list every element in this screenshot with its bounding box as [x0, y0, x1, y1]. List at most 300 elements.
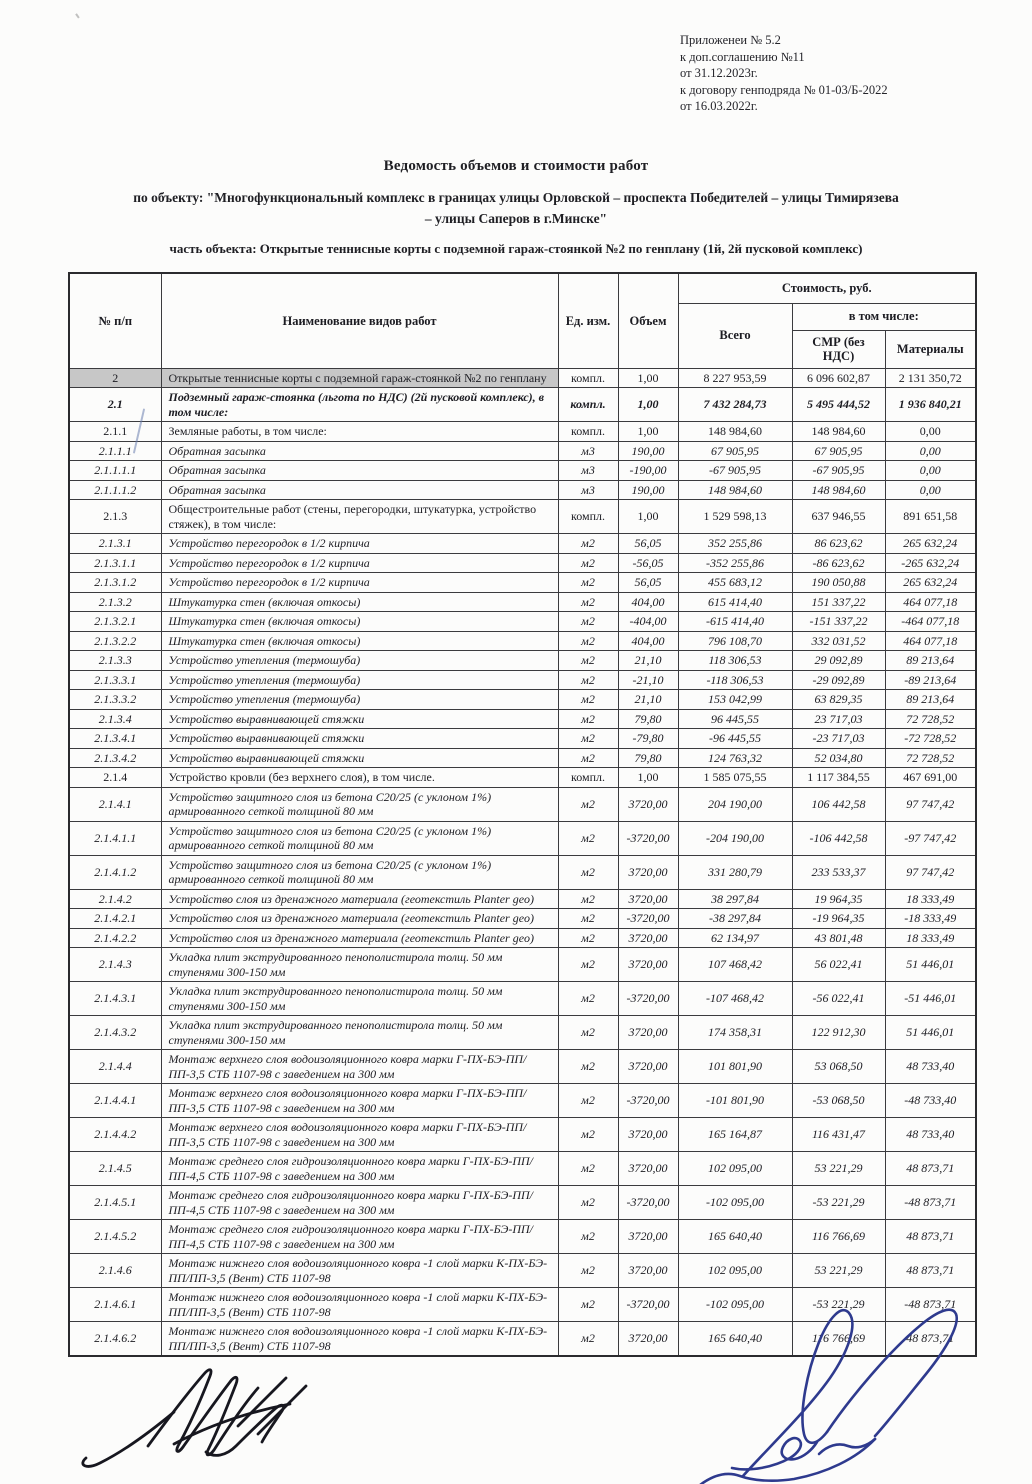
cell-name: Устройство защитного слоя из бетона С20/25 (с уклоном 1%) армированного сеткой толщиной 80 мм — [161, 787, 558, 821]
cell-smr: 53 068,50 — [792, 1050, 885, 1084]
cell-volume: -3720,00 — [618, 1288, 678, 1322]
cell-name: Штукатурка стен (включая откосы) — [161, 592, 558, 612]
table-row — [69, 480, 976, 500]
annex-line: от 31.12.2023г. — [680, 66, 758, 81]
cell-smr: 151 337,22 — [792, 592, 885, 612]
cell-materials: -48 733,40 — [885, 1084, 976, 1118]
table-row — [69, 670, 976, 690]
cell-smr: -86 623,62 — [792, 553, 885, 573]
cell-name: Обратная засыпка — [161, 461, 558, 481]
cell-unit: м2 — [558, 748, 618, 768]
cell-smr: 233 533,37 — [792, 855, 885, 889]
cell-materials: 0,00 — [885, 461, 976, 481]
cell-materials: 48 873,71 — [885, 1322, 976, 1357]
cell-num: 2.1.3.4 — [69, 709, 161, 729]
cell-smr: 5 495 444,52 — [792, 388, 885, 422]
cell-name: Земляные работы, в том числе: — [161, 422, 558, 442]
cell-num: 2.1.4.5 — [69, 1152, 161, 1186]
header-materials: Материалы — [885, 330, 976, 368]
cell-num: 2.1 — [69, 388, 161, 422]
cell-num: 2.1.4.4.2 — [69, 1118, 161, 1152]
cell-materials: -51 446,01 — [885, 982, 976, 1016]
cell-name: Устройство защитного слоя из бетона С20/25 (с уклоном 1%) армированного сеткой толщиной 80 мм — [161, 855, 558, 889]
cell-volume: 404,00 — [618, 592, 678, 612]
cell-name: Устройство утепления (термошуба) — [161, 670, 558, 690]
table-row — [69, 909, 976, 929]
cell-smr: 43 801,48 — [792, 928, 885, 948]
header-smr: СМР (без НДС) — [792, 330, 885, 368]
cell-num: 2.1.3.2.1 — [69, 612, 161, 632]
cell-volume: 190,00 — [618, 441, 678, 461]
table-row — [69, 1152, 976, 1186]
cell-num: 2.1.3.3.2 — [69, 690, 161, 710]
cell-smr: -29 092,89 — [792, 670, 885, 690]
cell-total: 174 358,31 — [678, 1016, 792, 1050]
table-row — [69, 500, 976, 534]
cell-total: -96 445,55 — [678, 729, 792, 749]
cell-unit: м2 — [558, 928, 618, 948]
cell-materials: 0,00 — [885, 441, 976, 461]
cell-materials: 18 333,49 — [885, 928, 976, 948]
cell-smr: 106 442,58 — [792, 787, 885, 821]
cell-name: Монтаж нижнего слоя водоизоляционного ковра -1 слой марки К-ПХ-БЭ-ПП/ПП-3,5 (Вент) СТБ 1107-98 — [161, 1254, 558, 1288]
table-row — [69, 1016, 976, 1050]
cell-smr: 637 946,55 — [792, 500, 885, 534]
cell-name: Монтаж среднего слоя гидроизоляционного ковра марки Г-ПХ-БЭ-ПП/ПП-4,5 СТБ 1107-98 с заведением на 300 мм — [161, 1220, 558, 1254]
cell-name: Обратная засыпка — [161, 441, 558, 461]
cell-smr: 52 034,80 — [792, 748, 885, 768]
cell-unit: м2 — [558, 948, 618, 982]
cell-smr: -19 964,35 — [792, 909, 885, 929]
cell-unit: компл. — [558, 500, 618, 534]
cell-total: 38 297,84 — [678, 889, 792, 909]
cell-smr: -23 717,03 — [792, 729, 885, 749]
cell-materials: 97 747,42 — [885, 787, 976, 821]
table-row — [69, 748, 976, 768]
cell-name: Устройство утепления (термошуба) — [161, 690, 558, 710]
cell-num: 2.1.4.4 — [69, 1050, 161, 1084]
cell-smr: 86 623,62 — [792, 534, 885, 554]
work-table-body — [69, 368, 976, 1356]
table-row — [69, 612, 976, 632]
table-row — [69, 709, 976, 729]
cell-volume: 56,05 — [618, 573, 678, 593]
cell-unit: м2 — [558, 690, 618, 710]
cell-volume: 3720,00 — [618, 1322, 678, 1357]
cell-total: 352 255,86 — [678, 534, 792, 554]
cell-materials: 2 131 350,72 — [885, 368, 976, 388]
cell-total: 165 640,40 — [678, 1220, 792, 1254]
cell-name: Укладка плит экструдированного пенополистирола толщ. 50 мм ступенями 300-150 мм — [161, 1016, 558, 1050]
document-title: Ведомость объемов и стоимости работ — [383, 158, 649, 174]
cell-smr: 53 221,29 — [792, 1152, 885, 1186]
table-row — [69, 1118, 976, 1152]
cell-name: Укладка плит экструдированного пенополистирола толщ. 50 мм ступенями 300-150 мм — [161, 948, 558, 982]
annex-line: к договору генподряда № 01-03/Б-2022 — [680, 82, 888, 97]
cell-smr: 53 221,29 — [792, 1254, 885, 1288]
table-row — [69, 1186, 976, 1220]
cell-unit: м2 — [558, 855, 618, 889]
cell-total: 124 763,32 — [678, 748, 792, 768]
cell-num: 2.1.4.5.1 — [69, 1186, 161, 1220]
cell-num: 2.1.4.1 — [69, 787, 161, 821]
cell-volume: 404,00 — [618, 631, 678, 651]
cell-total: 165 164,87 — [678, 1118, 792, 1152]
cell-total: 101 801,90 — [678, 1050, 792, 1084]
cell-name: Устройство защитного слоя из бетона С20/25 (с уклоном 1%) армированного сеткой толщиной 80 мм — [161, 821, 558, 855]
cell-unit: м2 — [558, 1220, 618, 1254]
table-row — [69, 690, 976, 710]
cell-total: 1 529 598,13 — [678, 500, 792, 534]
cell-num: 2.1.1.1 — [69, 441, 161, 461]
cell-materials: 265 632,24 — [885, 534, 976, 554]
annex-line: от 16.03.2022г. — [680, 99, 758, 114]
cell-unit: м2 — [558, 592, 618, 612]
cell-volume: 79,80 — [618, 709, 678, 729]
cell-total: 615 414,40 — [678, 592, 792, 612]
table-row — [69, 592, 976, 612]
cell-volume: 21,10 — [618, 690, 678, 710]
cell-name: Устройство перегородок в 1/2 кирпича — [161, 573, 558, 593]
cell-materials: 265 632,24 — [885, 573, 976, 593]
cell-unit: м3 — [558, 480, 618, 500]
cell-name: Штукатурка стен (включая откосы) — [161, 631, 558, 651]
cell-total: 62 134,97 — [678, 928, 792, 948]
annex-block — [680, 32, 888, 115]
cell-total: 796 108,70 — [678, 631, 792, 651]
cell-num: 2.1.3.1.2 — [69, 573, 161, 593]
cell-name: Устройство выравнивающей стяжки — [161, 748, 558, 768]
cell-materials: 72 728,52 — [885, 748, 976, 768]
cell-num: 2.1.3.3.1 — [69, 670, 161, 690]
cell-volume: -3720,00 — [618, 821, 678, 855]
cell-materials: -18 333,49 — [885, 909, 976, 929]
table-row — [69, 855, 976, 889]
cell-unit: м2 — [558, 709, 618, 729]
cell-volume: 1,00 — [618, 768, 678, 788]
cell-total: -102 095,00 — [678, 1288, 792, 1322]
table-row — [69, 787, 976, 821]
cell-volume: 1,00 — [618, 422, 678, 442]
cell-name: Монтаж среднего слоя гидроизоляционного ковра марки Г-ПХ-БЭ-ПП/ПП-4,5 СТБ 1107-98 с заведением на 300 мм — [161, 1186, 558, 1220]
cell-volume: 3720,00 — [618, 1118, 678, 1152]
cell-smr: 148 984,60 — [792, 480, 885, 500]
object-description-line1: по объекту: "Многофункциональный комплекс в границах улицы Орловской – проспекта Победителей – улицы Тимирязева — [133, 190, 899, 205]
cell-total: 67 905,95 — [678, 441, 792, 461]
table-row — [69, 651, 976, 671]
cell-volume: 190,00 — [618, 480, 678, 500]
cell-name: Обратная засыпка — [161, 480, 558, 500]
cell-unit: м2 — [558, 729, 618, 749]
cell-volume: 3720,00 — [618, 787, 678, 821]
cell-num: 2.1.1.1.1 — [69, 461, 161, 481]
cell-materials: 72 728,52 — [885, 709, 976, 729]
cell-unit: м2 — [558, 1288, 618, 1322]
cell-materials: 97 747,42 — [885, 855, 976, 889]
cell-num: 2.1.4.4.1 — [69, 1084, 161, 1118]
cell-name: Открытые теннисные корты с подземной гараж-стоянкой №2 по генплану — [161, 368, 558, 388]
cell-total: -38 297,84 — [678, 909, 792, 929]
cell-total: -67 905,95 — [678, 461, 792, 481]
cell-volume: 3720,00 — [618, 948, 678, 982]
cell-total: 8 227 953,59 — [678, 368, 792, 388]
cell-materials: 48 873,71 — [885, 1254, 976, 1288]
cell-total: -118 306,53 — [678, 670, 792, 690]
cell-volume: 56,05 — [618, 534, 678, 554]
cell-smr: 6 096 602,87 — [792, 368, 885, 388]
cell-materials: 467 691,00 — [885, 768, 976, 788]
cell-unit: м2 — [558, 534, 618, 554]
cell-smr: -106 442,58 — [792, 821, 885, 855]
cell-volume: -3720,00 — [618, 909, 678, 929]
cell-smr: 116 766,69 — [792, 1322, 885, 1357]
cell-volume: 79,80 — [618, 748, 678, 768]
cell-volume: 3720,00 — [618, 1152, 678, 1186]
cell-total: 331 280,79 — [678, 855, 792, 889]
cell-num: 2.1.4.2.2 — [69, 928, 161, 948]
cell-volume: 3720,00 — [618, 1050, 678, 1084]
cell-unit: м2 — [558, 631, 618, 651]
cell-smr: 63 829,35 — [792, 690, 885, 710]
header-name: Наименование видов работ — [161, 273, 558, 368]
table-row — [69, 573, 976, 593]
cell-unit: м2 — [558, 1050, 618, 1084]
table-row — [69, 368, 976, 388]
cell-name: Устройство выравнивающей стяжки — [161, 729, 558, 749]
cell-total: -101 801,90 — [678, 1084, 792, 1118]
cell-smr: -56 022,41 — [792, 982, 885, 1016]
cell-materials: 89 213,64 — [885, 651, 976, 671]
cell-volume: 1,00 — [618, 368, 678, 388]
cell-num: 2.1.4.2.1 — [69, 909, 161, 929]
header-including: в том числе: — [792, 303, 976, 330]
cell-num: 2.1.4.3.1 — [69, 982, 161, 1016]
cell-name: Монтаж нижнего слоя водоизоляционного ковра -1 слой марки К-ПХ-БЭ-ПП/ПП-3,5 (Вент) СТБ 1107-98 — [161, 1288, 558, 1322]
cell-unit: м2 — [558, 1084, 618, 1118]
cell-smr: -53 068,50 — [792, 1084, 885, 1118]
cell-materials: -48 873,71 — [885, 1288, 976, 1322]
cell-total: -615 414,40 — [678, 612, 792, 632]
cell-materials: 48 873,71 — [885, 1152, 976, 1186]
cell-num: 2.1.3 — [69, 500, 161, 534]
cell-smr: 67 905,95 — [792, 441, 885, 461]
cell-materials: 1 936 840,21 — [885, 388, 976, 422]
cell-num: 2.1.4.6 — [69, 1254, 161, 1288]
cell-materials: 51 446,01 — [885, 1016, 976, 1050]
cell-unit: м2 — [558, 1118, 618, 1152]
cell-volume: -190,00 — [618, 461, 678, 481]
cell-name: Монтаж верхнего слоя водоизоляционного ковра марки Г-ПХ-БЭ-ПП/ПП-3,5 СТБ 1107-98 с заведением на 300 мм — [161, 1050, 558, 1084]
cell-volume: 3720,00 — [618, 928, 678, 948]
cell-volume: 3720,00 — [618, 855, 678, 889]
cell-num: 2.1.1.1.2 — [69, 480, 161, 500]
cell-name: Устройство слоя из дренажного материала (геотекстиль Planter geo) — [161, 928, 558, 948]
cell-materials: -48 873,71 — [885, 1186, 976, 1220]
cell-materials: -97 747,42 — [885, 821, 976, 855]
cell-volume: 1,00 — [618, 388, 678, 422]
annex-line: к доп.соглашению №11 — [680, 49, 805, 64]
cell-unit: м2 — [558, 1016, 618, 1050]
cell-materials: 464 077,18 — [885, 631, 976, 651]
cell-total: 118 306,53 — [678, 651, 792, 671]
table-row — [69, 948, 976, 982]
cell-materials: 0,00 — [885, 480, 976, 500]
table-row — [69, 553, 976, 573]
cell-name: Укладка плит экструдированного пенополистирола толщ. 50 мм ступенями 300-150 мм — [161, 982, 558, 1016]
cell-volume: -3720,00 — [618, 1084, 678, 1118]
cell-volume: 1,00 — [618, 500, 678, 534]
header-volume: Объем — [618, 273, 678, 368]
cell-smr: 29 092,89 — [792, 651, 885, 671]
cell-name: Устройство перегородок в 1/2 кирпича — [161, 553, 558, 573]
cell-total: 102 095,00 — [678, 1152, 792, 1186]
table-row — [69, 534, 976, 554]
cell-total: 455 683,12 — [678, 573, 792, 593]
cell-name: Устройство перегородок в 1/2 кирпича — [161, 534, 558, 554]
cell-unit: компл. — [558, 368, 618, 388]
table-row — [69, 422, 976, 442]
cell-materials: 18 333,49 — [885, 889, 976, 909]
cell-smr: -67 905,95 — [792, 461, 885, 481]
cell-total: 1 585 075,55 — [678, 768, 792, 788]
cell-materials: 891 651,58 — [885, 500, 976, 534]
cell-num: 2.1.4.6.1 — [69, 1288, 161, 1322]
cell-volume: -79,80 — [618, 729, 678, 749]
cell-unit: м2 — [558, 1322, 618, 1357]
cell-total: 148 984,60 — [678, 480, 792, 500]
table-row — [69, 1050, 976, 1084]
cell-unit: м3 — [558, 461, 618, 481]
cell-total: 204 190,00 — [678, 787, 792, 821]
cell-volume: 3720,00 — [618, 889, 678, 909]
header-total: Всего — [678, 303, 792, 368]
cell-volume: -21,10 — [618, 670, 678, 690]
cell-total: 96 445,55 — [678, 709, 792, 729]
cell-unit: м2 — [558, 889, 618, 909]
table-row — [69, 1084, 976, 1118]
header-cost: Стоимость, руб. — [678, 273, 976, 303]
cell-volume: 3720,00 — [618, 1016, 678, 1050]
cell-smr: 116 431,47 — [792, 1118, 885, 1152]
cell-unit: м3 — [558, 441, 618, 461]
cell-volume: 3720,00 — [618, 1254, 678, 1288]
cell-materials: 48 733,40 — [885, 1050, 976, 1084]
cell-num: 2.1.4.6.2 — [69, 1322, 161, 1357]
cell-name: Устройство слоя из дренажного материала (геотекстиль Planter geo) — [161, 889, 558, 909]
cell-smr: 190 050,88 — [792, 573, 885, 593]
cell-smr: 116 766,69 — [792, 1220, 885, 1254]
annex-line: Приложенеи № 5.2 — [680, 33, 781, 47]
cell-unit: м2 — [558, 1152, 618, 1186]
cell-materials: -265 632,24 — [885, 553, 976, 573]
cell-total: 153 042,99 — [678, 690, 792, 710]
signature-right — [688, 1278, 1000, 1484]
header-num: № п/п — [69, 273, 161, 368]
cell-unit: м2 — [558, 909, 618, 929]
cell-num: 2.1.3.2.2 — [69, 631, 161, 651]
cell-total: -204 190,00 — [678, 821, 792, 855]
cell-num: 2.1.4.3.2 — [69, 1016, 161, 1050]
cell-smr: -53 221,29 — [792, 1186, 885, 1220]
cell-unit: м2 — [558, 670, 618, 690]
table-header — [69, 273, 976, 368]
cell-name: Штукатурка стен (включая откосы) — [161, 612, 558, 632]
cell-total: 148 984,60 — [678, 422, 792, 442]
cell-num: 2.1.3.4.1 — [69, 729, 161, 749]
table-row — [69, 821, 976, 855]
cell-materials: 464 077,18 — [885, 592, 976, 612]
cell-volume: -3720,00 — [618, 1186, 678, 1220]
cell-volume: -404,00 — [618, 612, 678, 632]
cell-smr: 56 022,41 — [792, 948, 885, 982]
cell-name: Монтаж верхнего слоя водоизоляционного ковра марки Г-ПХ-БЭ-ПП/ПП-3,5 СТБ 1107-98 с заведением на 300 мм — [161, 1084, 558, 1118]
table-row — [69, 729, 976, 749]
cell-unit: м2 — [558, 553, 618, 573]
cell-materials: -464 077,18 — [885, 612, 976, 632]
table-row — [69, 889, 976, 909]
work-volume-cost-table — [68, 272, 977, 1357]
cell-smr: 23 717,03 — [792, 709, 885, 729]
cell-total: -107 468,42 — [678, 982, 792, 1016]
cell-total: 107 468,42 — [678, 948, 792, 982]
cell-num: 2.1.3.3 — [69, 651, 161, 671]
cell-volume: 3720,00 — [618, 1220, 678, 1254]
cell-smr: 122 912,30 — [792, 1016, 885, 1050]
cell-num: 2.1.3.1.1 — [69, 553, 161, 573]
cell-materials: -72 728,52 — [885, 729, 976, 749]
cell-unit: компл. — [558, 388, 618, 422]
cell-materials: 0,00 — [885, 422, 976, 442]
cell-unit: м2 — [558, 787, 618, 821]
table-row — [69, 388, 976, 422]
table-row — [69, 928, 976, 948]
scan-artifact — [75, 10, 84, 18]
object-part-line: часть объекта: Открытые теннисные корты с подземной гараж-стоянкой №2 по генплану (1й, 2й пусковой комплекс) — [169, 241, 863, 256]
cell-name: Монтаж нижнего слоя водоизоляционного ковра -1 слой марки К-ПХ-БЭ-ПП/ПП-3,5 (Вент) СТБ 1107-98 — [161, 1322, 558, 1357]
cell-name: Устройство выравнивающей стяжки — [161, 709, 558, 729]
cell-name: Общестроительные работ (стены, перегородки, штукатурка, устройство стяжек), в том числе: — [161, 500, 558, 534]
cell-num: 2.1.3.2 — [69, 592, 161, 612]
cell-unit: м2 — [558, 573, 618, 593]
cell-num: 2.1.4.2 — [69, 889, 161, 909]
header-unit: Ед. изм. — [558, 273, 618, 368]
cell-materials: 48 873,71 — [885, 1220, 976, 1254]
cell-num: 2.1.4.1.1 — [69, 821, 161, 855]
cell-unit: компл. — [558, 768, 618, 788]
cell-unit: м2 — [558, 982, 618, 1016]
table-row — [69, 768, 976, 788]
cell-volume: -56,05 — [618, 553, 678, 573]
cell-materials: -89 213,64 — [885, 670, 976, 690]
cell-materials: 51 446,01 — [885, 948, 976, 982]
cell-smr: 148 984,60 — [792, 422, 885, 442]
cell-num: 2.1.4.1.2 — [69, 855, 161, 889]
cell-smr: 1 117 384,55 — [792, 768, 885, 788]
cell-name: Подземный гараж-стоянка (льгота по НДС) (2й пусковой комплекс), в том числе: — [161, 388, 558, 422]
cell-num: 2.1.4.3 — [69, 948, 161, 982]
cell-total: 7 432 284,73 — [678, 388, 792, 422]
cell-num: 2.1.4 — [69, 768, 161, 788]
cell-num: 2.1.3.4.2 — [69, 748, 161, 768]
cell-name: Устройство утепления (термошуба) — [161, 651, 558, 671]
cell-smr: 19 964,35 — [792, 889, 885, 909]
signature-left — [78, 1362, 363, 1474]
cell-num: 2.1.4.5.2 — [69, 1220, 161, 1254]
cell-num: 2.1.3.1 — [69, 534, 161, 554]
cell-unit: м2 — [558, 612, 618, 632]
table-row — [69, 982, 976, 1016]
cell-name: Монтаж верхнего слоя водоизоляционного ковра марки Г-ПХ-БЭ-ПП/ПП-3,5 СТБ 1107-98 с заведением на 300 мм — [161, 1118, 558, 1152]
